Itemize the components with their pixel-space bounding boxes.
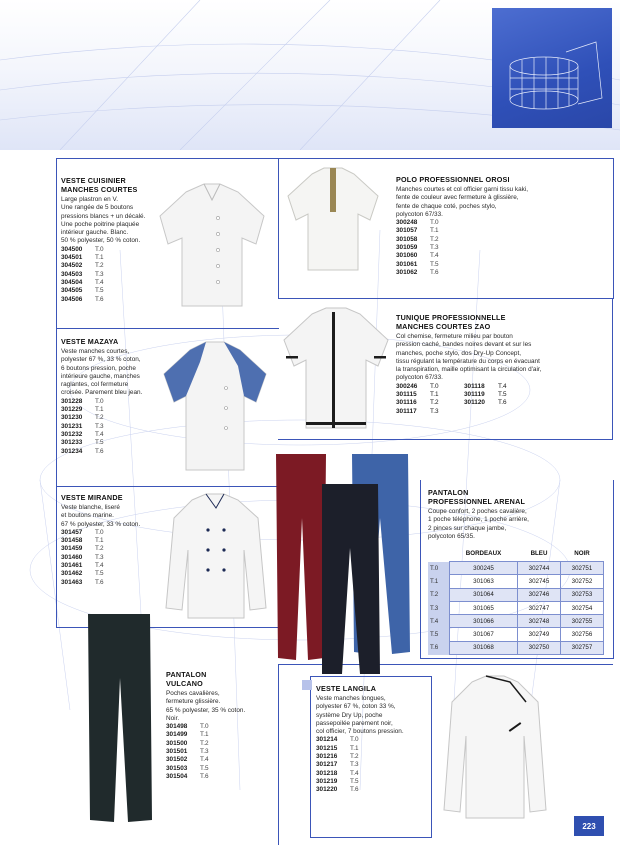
reference-code: 304500	[61, 245, 83, 253]
reference-code: 301214	[316, 736, 338, 744]
reference-row	[166, 765, 274, 773]
size-label: T.5	[200, 764, 209, 772]
table-cell-size: T.2	[428, 588, 450, 601]
table-cell-size: T.1	[428, 575, 450, 588]
description-line: 67 % polyester, 33 % coton.	[61, 520, 141, 528]
product-title: MANCHES COURTES	[61, 185, 138, 194]
size-label: T.2	[95, 545, 104, 553]
table-cell: 302757	[560, 641, 603, 654]
description-line: croisée. Parement bleu jean.	[61, 389, 143, 397]
pantalon-arenal-image	[268, 448, 418, 676]
reference-row	[396, 261, 606, 269]
product-title: TUNIQUE PROFESSIONNELLE	[396, 313, 506, 322]
size-label: T.6	[430, 268, 439, 276]
size-label: T.4	[498, 382, 507, 390]
description-line: tissu régulant la température du corps en évacuant	[396, 357, 540, 365]
description-line: polycoton 65/35.	[428, 532, 475, 540]
reference-code: 301119	[464, 391, 485, 399]
table-cell: 302752	[560, 575, 603, 588]
header-cylinder-panel	[492, 8, 612, 128]
table-header-size	[428, 546, 450, 562]
reference-row	[166, 740, 274, 748]
size-label: T.3	[95, 270, 104, 278]
table-cell: 301063	[450, 575, 518, 588]
description-line: 1 poche téléphone, 1 poche arrière,	[428, 516, 529, 524]
size-label: T.6	[95, 295, 104, 303]
reference-code: 301057	[396, 227, 418, 235]
table-cell: 301066	[450, 615, 518, 628]
reference-code: 301233	[61, 439, 83, 447]
reference-code: 301459	[61, 545, 83, 553]
reference-row	[316, 745, 428, 753]
reference-code: 301500	[166, 739, 188, 747]
reference-code: 304502	[61, 262, 83, 270]
size-label: T.1	[95, 537, 104, 545]
reference-row	[61, 414, 161, 422]
size-label: T.2	[200, 739, 209, 747]
table-cell: 301068	[450, 641, 518, 654]
description-line: passepoilée parement noir,	[316, 719, 393, 727]
reference-row	[61, 554, 166, 562]
reference-code: 301228	[61, 397, 83, 405]
size-label: T.1	[200, 731, 209, 739]
product-title: PROFESSIONNEL ARENAL	[428, 497, 526, 506]
product-description	[428, 508, 608, 541]
description-line: raglantes, col fermeture	[61, 381, 129, 389]
size-label: T.5	[430, 260, 439, 268]
size-label: T.4	[430, 252, 439, 260]
reference-code: 301502	[166, 756, 188, 764]
size-label: T.5	[95, 287, 104, 295]
size-label: T.1	[430, 227, 439, 235]
description-line: Veste manches courtes,	[61, 348, 130, 355]
table-cell: 302744	[518, 562, 561, 575]
product-title: VESTE MIRANDE	[61, 493, 123, 502]
reference-code: 301062	[396, 268, 418, 276]
table-row	[428, 601, 604, 614]
product-description	[316, 695, 428, 736]
reference-code: 301059	[396, 244, 418, 252]
reference-row	[61, 562, 166, 570]
size-label: T.3	[430, 244, 439, 252]
reference-row	[61, 439, 161, 447]
reference-list	[396, 219, 606, 277]
reference-code: 301499	[166, 731, 188, 739]
description-line: col officier, 7 boutons pression.	[316, 728, 404, 736]
product-veste-cuisinier	[61, 176, 161, 304]
table-cell: 301064	[450, 588, 518, 601]
reference-row	[61, 287, 161, 295]
table-cell: 302751	[560, 562, 603, 575]
reference-code: 301116	[396, 399, 417, 407]
description-line: Poches cavalières,	[166, 690, 220, 697]
reference-row	[166, 773, 274, 781]
product-veste-langila	[316, 684, 428, 795]
size-label: T.2	[430, 235, 439, 243]
reference-code: 301229	[61, 406, 83, 414]
reference-code: 301457	[61, 528, 83, 536]
reference-row	[396, 219, 606, 227]
reference-row	[396, 252, 606, 260]
reference-row	[396, 244, 606, 252]
table-cell-size: T.6	[428, 641, 450, 654]
reference-row	[61, 398, 161, 406]
size-label: T.4	[95, 430, 104, 438]
size-label: T.2	[95, 414, 104, 422]
reference-grid	[396, 383, 610, 416]
reference-row	[61, 423, 161, 431]
size-label: T.1	[430, 391, 439, 399]
description-line: intérieur gauche. Blanc.	[61, 229, 129, 237]
product-title: PANTALON	[166, 670, 207, 679]
description-line: pression caché, bandes noires devant et sur les	[396, 341, 532, 349]
size-label: T.2	[430, 399, 439, 407]
langila-tab-marker	[302, 680, 312, 690]
reference-code: 304501	[61, 254, 83, 262]
size-label: T.6	[350, 786, 359, 794]
product-title: VESTE LANGILA	[316, 684, 377, 693]
description-line: la transpiration, maille optimisant la circulation d'air,	[396, 366, 542, 374]
reference-code: 301462	[61, 570, 83, 578]
veste-langila-image	[440, 672, 550, 822]
table-cell: 302745	[518, 575, 561, 588]
reference-code: 304503	[61, 270, 83, 278]
size-label: T.3	[430, 407, 439, 415]
table-cell-size: T.3	[428, 601, 450, 614]
table-cell-size: T.0	[428, 562, 450, 575]
reference-code: 301460	[61, 553, 83, 561]
table-cell: 302747	[518, 601, 561, 614]
reference-row	[61, 537, 166, 545]
reference-code: 300248	[396, 219, 418, 227]
reference-row	[61, 570, 166, 578]
table-row	[428, 562, 604, 575]
size-label: T.6	[95, 447, 104, 455]
description-line: Veste blanche, liseré	[61, 504, 120, 511]
size-label: T.3	[95, 553, 104, 561]
table-row	[428, 588, 604, 601]
product-veste-mirande	[61, 493, 166, 587]
reference-row	[61, 279, 161, 287]
reference-row	[166, 723, 274, 731]
product-description	[61, 348, 161, 398]
table-cell: 302746	[518, 588, 561, 601]
empty-cell	[464, 408, 498, 416]
reference-code: 301117	[396, 407, 417, 415]
reference-row	[61, 545, 166, 553]
product-title: MANCHES COURTES ZAO	[396, 322, 491, 331]
description-line: 50 % polyester, 50 % coton.	[61, 237, 141, 245]
reference-code: 301061	[396, 260, 418, 268]
description-line: Noir.	[166, 714, 180, 722]
wireframe-cylinder-illustration	[492, 8, 612, 128]
size-label: T.0	[200, 723, 209, 731]
description-line: Large plastron en V.	[61, 196, 118, 203]
reference-code: 301463	[61, 578, 83, 586]
table-cell: 302755	[560, 615, 603, 628]
reference-row	[166, 756, 274, 764]
table-cell: 302748	[518, 615, 561, 628]
reference-row	[316, 770, 428, 778]
product-title: POLO PROFESSIONNEL OROSI	[396, 175, 510, 184]
description-line: fermeture glissière.	[166, 698, 221, 706]
reference-list	[316, 736, 428, 794]
size-label: T.4	[350, 769, 359, 777]
size-label: T.4	[95, 278, 104, 286]
size-label: T.4	[95, 562, 104, 570]
reference-code: 301216	[316, 753, 338, 761]
reference-list	[166, 723, 274, 781]
reference-code: 301218	[316, 769, 338, 777]
size-label: T.5	[95, 439, 104, 447]
description-line: 2 pinces sur chaque jambe,	[428, 524, 507, 532]
reference-list	[61, 398, 161, 456]
product-description	[61, 504, 166, 529]
size-label: T.0	[95, 397, 104, 405]
table-cell: 302754	[560, 601, 603, 614]
table-cell: 300245	[450, 562, 518, 575]
reference-code: 301219	[316, 777, 338, 785]
table-row	[428, 615, 604, 628]
reference-code: 301060	[396, 252, 418, 260]
description-line: polyester 67 %, coton 33 %,	[316, 703, 396, 711]
description-line: fente de chaque coté, poches stylo,	[396, 202, 497, 210]
reference-row	[316, 778, 428, 786]
size-label: T.3	[200, 748, 209, 756]
table-cell: 301067	[450, 628, 518, 641]
product-description	[396, 333, 610, 383]
reference-code: 301231	[61, 422, 83, 430]
product-description	[396, 186, 606, 219]
reference-list	[61, 246, 161, 304]
size-label: T.1	[95, 406, 104, 414]
product-title: VESTE MAZAYA	[61, 337, 119, 346]
table-header: BORDEAUX	[465, 550, 502, 557]
description-line: polycoton 67/33.	[396, 374, 443, 382]
table-cell-size: T.4	[428, 615, 450, 628]
reference-row	[396, 227, 606, 235]
description-line: Col chemise, fermeture milieu par bouton	[396, 333, 513, 340]
description-line: intérieure gauche, manches	[61, 372, 140, 380]
reference-code: 301230	[61, 414, 83, 422]
reference-row	[396, 269, 606, 277]
size-label: T.4	[200, 756, 209, 764]
price-table-arenal	[428, 546, 604, 655]
veste-mirande-image	[162, 490, 270, 622]
reference-code: 301498	[166, 723, 188, 731]
reference-list	[61, 529, 166, 587]
table-cell: 302753	[560, 588, 603, 601]
product-veste-mazaya	[61, 337, 161, 456]
description-line: pressions blancs + un décalé.	[61, 212, 146, 220]
reference-code: 301504	[166, 772, 188, 780]
reference-code: 301234	[61, 447, 83, 455]
reference-row	[61, 271, 161, 279]
product-title: PANTALON	[428, 488, 469, 497]
reference-row	[61, 406, 161, 414]
description-line: fente de couleur avec fermeture à glissière,	[396, 194, 519, 202]
table-row	[428, 628, 604, 641]
table-row	[428, 641, 604, 654]
reference-row	[61, 262, 161, 270]
product-description	[166, 690, 274, 723]
description-line: Veste manches longues,	[316, 695, 386, 702]
size-label: T.6	[200, 772, 209, 780]
table-cell-size: T.5	[428, 628, 450, 641]
reference-row	[61, 448, 161, 456]
product-title: VULCANO	[166, 679, 203, 688]
pantalon-vulcano-image	[78, 608, 162, 828]
description-line: 6 boutons pression, poche	[61, 364, 136, 372]
size-label: T.1	[95, 254, 104, 262]
product-tunique-zao	[396, 313, 610, 416]
size-label: T.0	[350, 736, 359, 744]
size-label: T.1	[350, 744, 359, 752]
reference-code: 301215	[316, 744, 338, 752]
reference-code: 301501	[166, 748, 188, 756]
reference-code: 304504	[61, 278, 83, 286]
reference-code: 301120	[464, 399, 485, 407]
size-label: T.2	[95, 262, 104, 270]
size-label: T.6	[95, 578, 104, 586]
table-header: BLEU	[530, 550, 548, 557]
size-label: T.0	[95, 245, 104, 253]
size-label: T.5	[498, 391, 507, 399]
size-label: T.3	[95, 422, 104, 430]
reference-code: 304506	[61, 295, 83, 303]
table-cell: 302750	[518, 641, 561, 654]
reference-row	[61, 431, 161, 439]
reference-code: 301058	[396, 235, 418, 243]
page-number: 223	[574, 816, 604, 836]
description-line: 65 % polyester, 35 % coton.	[166, 706, 246, 714]
description-line: Manches courtes et col officier garni tissu kaki,	[396, 186, 529, 193]
empty-cell	[498, 408, 518, 416]
table-cell: 302756	[560, 628, 603, 641]
reference-code: 301118	[464, 382, 485, 390]
reference-row	[61, 246, 161, 254]
reference-code: 301217	[316, 761, 338, 769]
description-line: système Dry Up, poche	[316, 711, 383, 719]
size-label: T.6	[498, 399, 507, 407]
reference-code: 304505	[61, 287, 83, 295]
description-line: Une poche poitrine plaquée	[61, 220, 140, 228]
reference-row	[166, 748, 274, 756]
reference-row	[61, 254, 161, 262]
product-pantalon-vulcano	[166, 670, 274, 781]
reference-row	[166, 731, 274, 739]
size-label: T.0	[95, 528, 104, 536]
table-cell: 301065	[450, 601, 518, 614]
size-label: T.5	[95, 570, 104, 578]
description-line: polyester 67 %, 33 % coton,	[61, 356, 141, 364]
table-header-row	[428, 546, 604, 562]
table-cell: 302749	[518, 628, 561, 641]
table-header: NOIR	[574, 550, 590, 557]
reference-code: 301220	[316, 786, 338, 794]
reference-row	[316, 786, 428, 794]
size-label: T.0	[430, 382, 439, 390]
reference-row	[61, 296, 161, 304]
reference-row	[316, 753, 428, 761]
size-label: T.0	[430, 219, 439, 227]
reference-code: 301503	[166, 764, 188, 772]
reference-code: 301461	[61, 562, 83, 570]
reference-code: 301115	[396, 391, 417, 399]
description-line: manches, poche stylo, dos Dry-Up Concept,	[396, 349, 522, 357]
product-polo-orosi	[396, 175, 606, 277]
description-line: Coupe confort, 2 poches cavalière,	[428, 508, 527, 515]
tunique-zao-image	[280, 304, 392, 432]
veste-mazaya-image	[160, 336, 270, 476]
description-line: polycoton 67/33.	[396, 210, 443, 218]
size-label: T.3	[350, 761, 359, 769]
product-title: VESTE CUISINIER	[61, 176, 126, 185]
reference-row	[316, 761, 428, 769]
reference-row	[316, 736, 428, 744]
description-line: Une rangée de 5 boutons	[61, 204, 134, 212]
size-label: T.2	[350, 753, 359, 761]
reference-row	[396, 236, 606, 244]
polo-orosi-image	[284, 164, 382, 274]
product-pantalon-arenal	[428, 488, 608, 541]
product-description	[61, 196, 161, 246]
chef-jacket-short-sleeve-image	[156, 178, 268, 312]
reference-row	[61, 579, 166, 587]
reference-code: 301458	[61, 537, 83, 545]
reference-code: 300246	[396, 382, 418, 390]
size-label: T.5	[350, 777, 359, 785]
reference-code: 301232	[61, 430, 83, 438]
table-row	[428, 575, 604, 588]
reference-row	[61, 529, 166, 537]
description-line: et boutons marine.	[61, 512, 114, 520]
